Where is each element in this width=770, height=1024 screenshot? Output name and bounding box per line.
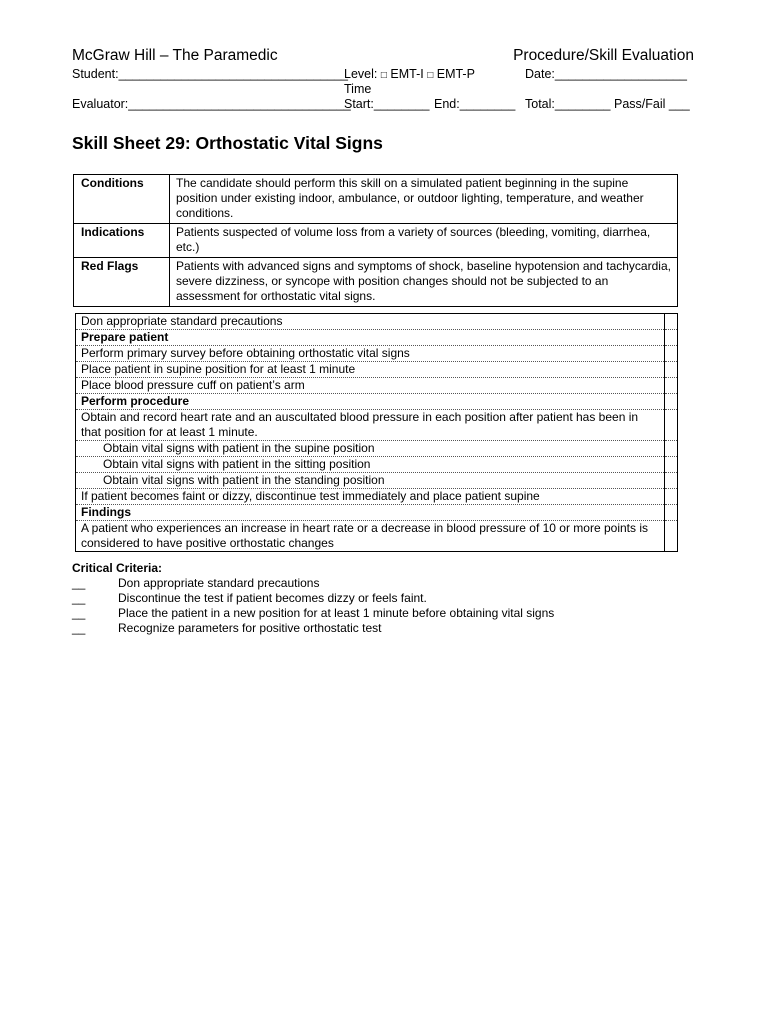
pass-fail-field[interactable]: Pass/Fail ___	[614, 97, 690, 111]
step-row	[76, 346, 678, 362]
date-field[interactable]: Date:___________________	[525, 67, 687, 81]
step-text: Don appropriate standard precautions	[76, 314, 665, 330]
step-checkbox[interactable]	[665, 394, 678, 410]
step-text: Perform primary survey before obtaining orthostatic vital signs	[76, 346, 665, 362]
section-row	[76, 505, 678, 521]
step-checkbox[interactable]	[665, 457, 678, 473]
step-row	[76, 410, 678, 441]
step-text: Place patient in supine position for at least 1 minute	[76, 362, 665, 378]
step-row	[76, 314, 678, 330]
step-checkbox[interactable]	[665, 346, 678, 362]
level-label: Level:	[344, 67, 378, 81]
step-text: If patient becomes faint or dizzy, discontinue test immediately and place patient supine	[76, 489, 665, 505]
step-row	[76, 362, 678, 378]
indications-row	[74, 224, 678, 258]
row-text: Patients suspected of volume loss from a variety of sources (bleeding, vomiting, diarrhea, etc.)	[170, 224, 678, 258]
level-field	[344, 67, 475, 81]
row-label: Red Flags	[74, 258, 170, 307]
page-title: Skill Sheet 29: Orthostatic Vital Signs	[72, 133, 383, 153]
row-text: The candidate should perform this skill on a simulated patient beginning in the supine position under existing indoor, ambulance, or outdoor lighting, temperature, and weather conditions.	[170, 175, 678, 224]
criteria-text: Don appropriate standard precautions	[118, 576, 320, 590]
row-label: Conditions	[74, 175, 170, 224]
step-checkbox[interactable]	[665, 362, 678, 378]
section-row	[76, 394, 678, 410]
step-checkbox[interactable]	[665, 410, 678, 441]
criteria-text: Discontinue the test if patient becomes dizzy or feels faint.	[118, 591, 427, 605]
evaluator-field[interactable]: Evaluator:________________________________	[72, 97, 351, 111]
step-checkbox[interactable]	[665, 330, 678, 346]
criteria-blank[interactable]: __	[72, 591, 86, 605]
step-row	[76, 489, 678, 505]
criteria-blank[interactable]: __	[72, 606, 86, 620]
evaluation-title: Procedure/Skill Evaluation	[513, 47, 694, 64]
step-text: Obtain and record heart rate and an auscultated blood pressure in each position after patient has been in that position for at least 1 minute.	[76, 410, 665, 441]
conditions-table	[73, 174, 678, 307]
level-option-emt-i: EMT-I	[390, 67, 424, 81]
step-row	[76, 473, 678, 489]
criteria-text: Place the patient in a new position for at least 1 minute before obtaining vital signs	[118, 606, 555, 620]
section-heading: Perform procedure	[76, 394, 665, 410]
checkbox-emt-i-icon[interactable]: □	[380, 70, 387, 81]
step-text: Obtain vital signs with patient in the sitting position	[76, 457, 665, 473]
end-field[interactable]: End:________	[434, 97, 516, 111]
step-row	[76, 441, 678, 457]
row-text: Patients with advanced signs and symptoms of shock, baseline hypotension and tachycardia, severe dizziness, or syncope with position changes should not be subjected to an assessment for orthostatic vital signs.	[170, 258, 678, 307]
step-text: Place blood pressure cuff on patient’s arm	[76, 378, 665, 394]
step-row	[76, 457, 678, 473]
step-text: Obtain vital signs with patient in the supine position	[76, 441, 665, 457]
start-field[interactable]: Start:________	[344, 97, 430, 111]
step-checkbox[interactable]	[665, 378, 678, 394]
row-label: Indications	[74, 224, 170, 258]
conditions-row	[74, 175, 678, 224]
criteria-text: Recognize parameters for positive orthostatic test	[118, 621, 382, 635]
steps-table	[75, 313, 678, 552]
step-checkbox[interactable]	[665, 489, 678, 505]
step-checkbox[interactable]	[665, 521, 678, 552]
criteria-blank[interactable]: __	[72, 621, 86, 635]
red-flags-row	[74, 258, 678, 307]
criteria-blank[interactable]: __	[72, 576, 86, 590]
section-heading: Prepare patient	[76, 330, 665, 346]
total-field[interactable]: Total:________	[525, 97, 611, 111]
step-checkbox[interactable]	[665, 314, 678, 330]
step-row	[76, 378, 678, 394]
step-checkbox[interactable]	[665, 441, 678, 457]
step-row	[76, 521, 678, 552]
step-checkbox[interactable]	[665, 473, 678, 489]
student-field[interactable]: Student:_________________________________	[72, 67, 348, 81]
step-checkbox[interactable]	[665, 505, 678, 521]
step-text: A patient who experiences an increase in heart rate or a decrease in blood pressure of 10 or more points is considered to have positive orthostatic changes	[76, 521, 665, 552]
critical-criteria-title: Critical Criteria:	[72, 561, 163, 575]
section-row	[76, 330, 678, 346]
level-option-emt-p: EMT-P	[436, 67, 475, 81]
section-heading: Findings	[76, 505, 665, 521]
checkbox-emt-p-icon[interactable]: □	[427, 70, 434, 81]
step-text: Obtain vital signs with patient in the standing position	[76, 473, 665, 489]
time-label: Time	[344, 82, 372, 96]
publisher-title: McGraw Hill – The Paramedic	[72, 47, 278, 64]
